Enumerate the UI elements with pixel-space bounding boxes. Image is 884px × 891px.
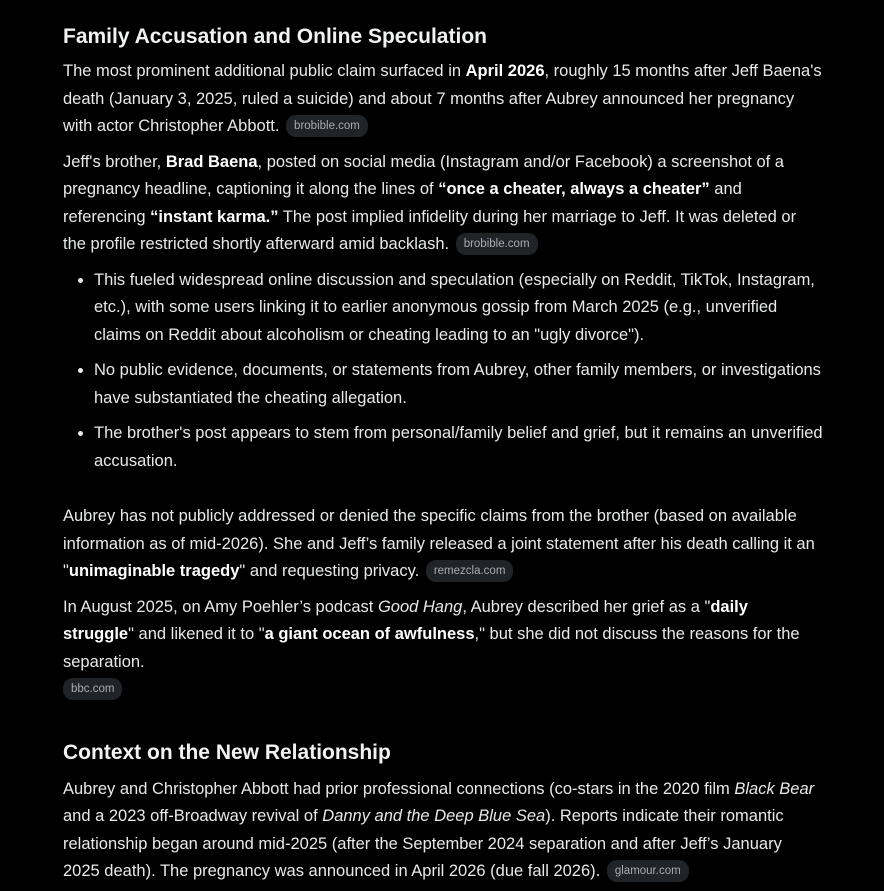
section-heading: Context on the New Relationship bbox=[63, 740, 391, 764]
italic-text: Danny and the Deep Blue Sea bbox=[322, 807, 546, 825]
italic-text: Black Bear bbox=[734, 779, 815, 798]
bold-text: “instant karma.” bbox=[150, 207, 279, 226]
paragraph bbox=[63, 58, 823, 141]
list-item: • This fueled widespread online discussion and speculation (especially on Reddit, TikTok, Instagram, etc.), with some users linking it to earlier anonymous gossip from March 2025 (e.g., unverified claims on Reddit about alcoholism or cheating leading to an "ugly divorce"). bbox=[94, 267, 823, 350]
text: Aubrey and Christopher Abbott had prior professional connections (co-stars in the 2020 film bbox=[63, 779, 735, 798]
text: Aubrey has not publicly addressed or denied the specific claims from the brother (based on available information as of mid-2026). She and Jeff’s family released a joint statement after his death calling it an " bbox=[63, 507, 815, 580]
text: ," but she did not discuss the reasons for the separation. bbox=[63, 625, 800, 671]
citation-chip[interactable]: bbc.com bbox=[63, 678, 122, 700]
bold-text: Brad Baena bbox=[165, 152, 258, 171]
text: and referencing bbox=[63, 180, 742, 226]
paragraph bbox=[63, 776, 823, 886]
paragraph bbox=[63, 149, 823, 259]
text: , roughly 15 months after Jeff Baena's death (January 3, 2025, ruled a suicide) and about 7 months after Aubrey announced her pregnancy with actor Christopher Abbott. bbox=[63, 62, 822, 135]
text: ). Reports indicate their romantic relationship began around mid-2025 (after the September 2024 separation and after Jeff’s January 2025 death). The pregnancy was announced in April 2026 (due fall 2026). bbox=[63, 807, 784, 880]
text: The post implied infidelity during her marriage to Jeff. It was deleted or the profile restricted shortly afterward amid backlash. bbox=[63, 207, 797, 253]
response-content bbox=[63, 20, 823, 886]
text: and a 2023 off-Broadway revival of bbox=[63, 807, 323, 825]
list-item: • No public evidence, documents, or statements from Aubrey, other family members, or investigations have substantiated the cheating allegation. bbox=[94, 357, 823, 412]
bullet-list bbox=[63, 267, 823, 476]
paragraph bbox=[63, 594, 823, 704]
citation-chip[interactable]: brobible.com bbox=[456, 233, 538, 255]
citation-chip[interactable]: remezcla.com bbox=[426, 560, 514, 582]
text: Jeff's brother, bbox=[63, 152, 166, 171]
bold-text: a giant ocean of awfulness bbox=[264, 625, 475, 643]
list-item: • The brother's post appears to stem from personal/family belief and grief, but it remains an unverified accusation. bbox=[94, 420, 823, 475]
section-heading: Family Accusation and Online Speculation bbox=[63, 25, 487, 48]
italic-text: Good Hang bbox=[377, 597, 463, 616]
text: " and requesting privacy. bbox=[239, 562, 420, 580]
bold-text: “once a cheater, always a cheater” bbox=[438, 180, 710, 198]
text: , posted on social media (Instagram and/or Facebook) a screenshot of a pregnancy headline, captioning it along the lines of bbox=[63, 152, 784, 198]
text: The most prominent additional public claim surfaced in bbox=[63, 62, 466, 80]
bold-text: daily struggle bbox=[63, 597, 748, 643]
bold-text: unimaginable tragedy bbox=[68, 562, 240, 580]
text: , Aubrey described her grief as a " bbox=[462, 597, 711, 616]
text: In August 2025, on Amy Poehler’s podcast bbox=[63, 597, 378, 616]
citation-chip[interactable]: brobible.com bbox=[286, 115, 368, 137]
bold-text: April 2026 bbox=[465, 62, 545, 80]
text: " and likened it to " bbox=[128, 625, 265, 643]
paragraph bbox=[63, 503, 823, 586]
citation-chip[interactable]: glamour.com bbox=[607, 860, 689, 882]
